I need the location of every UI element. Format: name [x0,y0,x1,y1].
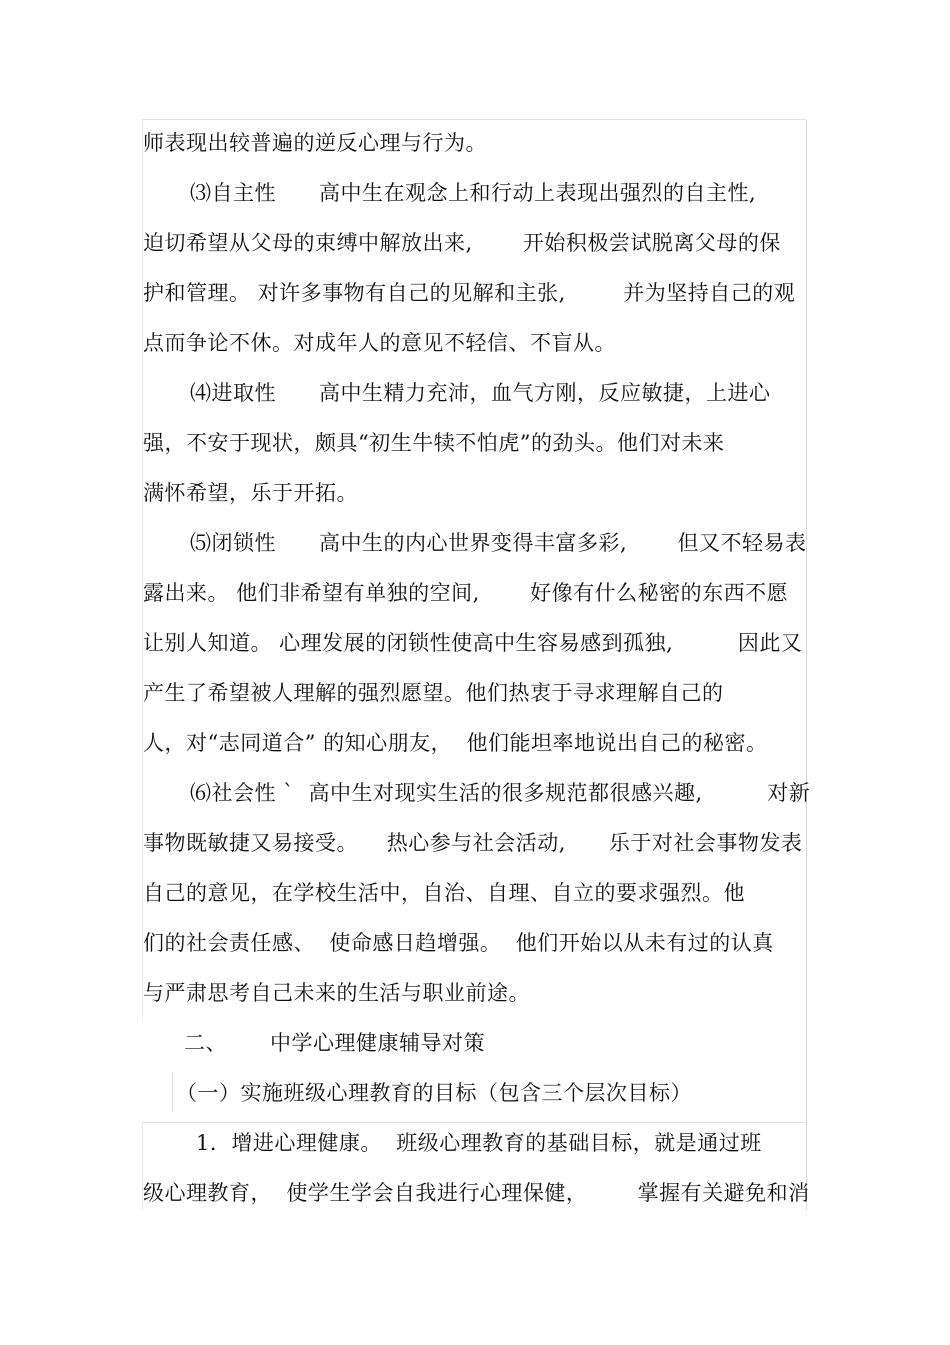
text-line: 点而争论不休。对成年人的意见不轻信、不盲从。 [143,331,616,355]
text-line: 自己的意见，在学校生活中，自治、自理、自立的要求强烈。他 [143,881,745,905]
heading-frame-left-border [172,1072,173,1112]
page-frame-top-border [142,119,806,120]
text-line: 露出来。 他们非希望有单独的空间, 好像有什么秘密的东西不愿 [143,581,789,605]
text-line: 护和管理。 对许多事物有自己的见解和主张, 并为坚持自己的观 [143,281,796,305]
text-line: 人，对“志同道合” 的知心朋友， 他们能坦率地说出自己的秘密。 [143,731,768,755]
section-heading: 二、 中学心理健康辅导对策 [184,1031,486,1055]
text-line: 级心理教育， 使学生学会自我进行心理保健， 掌握有关避免和消 [143,1181,810,1205]
text-line: 让别人知道。 心理发展的闭锁性使高中生容易感到孤独, 因此又 [143,631,803,655]
text-line: 与严肃思考自己未来的生活与职业前途。 [143,981,530,1005]
text-line: ⑶自主性 高中生在观念上和行动上表现出强烈的自主性, [190,181,757,205]
text-line: 1．增进心理健康。 班级心理教育的基础目标，就是通过班 [196,1131,762,1155]
text-line: 事物既敏捷又易接受。 热心参与社会活动, 乐于对社会事物发表 [143,831,803,855]
subsection-heading: （一）实施班级心理教育的目标（包含三个层次目标） [176,1081,692,1105]
page-frame-right-border [806,120,807,1210]
text-line: 满怀希望，乐于开拓。 [143,481,358,505]
text-line: 们的社会责任感、 使命感日趋增强。 他们开始以从未有过的认真 [143,931,774,955]
text-line: ⑷进取性 高中生精力充沛，血气方刚，反应敏捷，上进心 [190,381,771,405]
text-line: 师表现出较普遍的逆反心理与行为。 [143,131,487,155]
text-line: 产生了希望被人理解的强烈愿望。他们热衷于寻求理解自己的 [143,681,724,705]
text-line: 迫切希望从父母的束缚中解放出来, 开始积极尝试脱离父母的保 [143,231,781,255]
text-line: ⑸闭锁性 高中生的内心世界变得丰富多彩, 但又不轻易表 [190,531,807,555]
text-line: 强，不安于现状，颇具“初生牛犊不怕虎”的劲头。他们对未来 [143,431,725,455]
text-line: ⑹社会性 ` 高中生对现实生活的很多规范都很感兴趣, 对新 [190,781,811,805]
